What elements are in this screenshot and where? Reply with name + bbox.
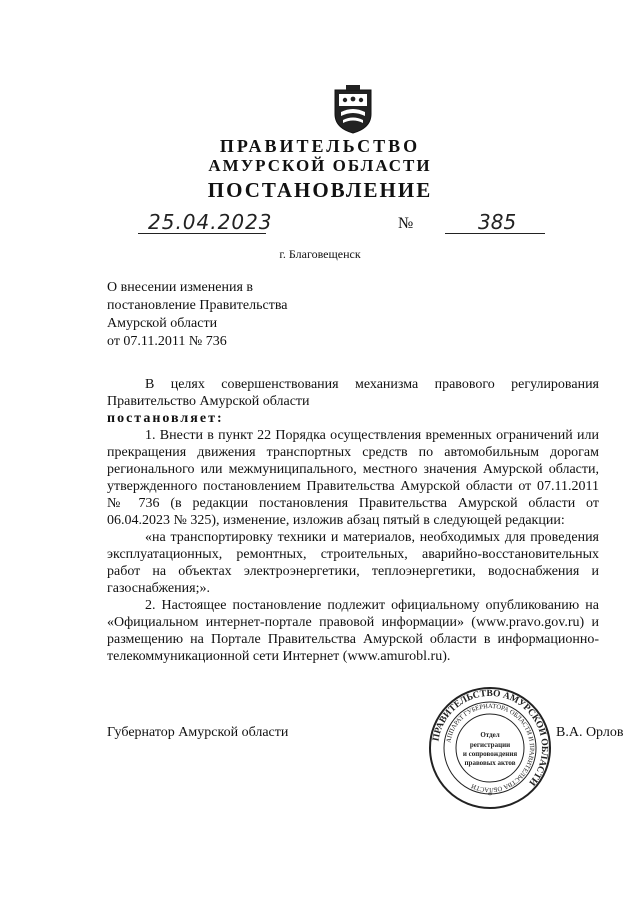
intro-paragraph: В целях совершенствования механизма правового регулирования Правительство Амурской области <box>107 377 599 409</box>
stamp-center-line: правовых актов <box>464 759 516 767</box>
stamp-outer-text: ПРАВИТЕЛЬСТВО АМУРСКОЙ ОБЛАСТИ <box>431 688 550 788</box>
stamp-star-icon: * <box>488 791 492 800</box>
document-number: 385 <box>478 210 517 234</box>
stamp-inner-text: АППАРАТ ГУБЕРНАТОРА ОБЛАСТИ И ПРАВИТЕЛЬСТВА ОБЛАСТИ <box>445 702 536 794</box>
subject-line: от 07.11.2011 № 736 <box>107 334 227 349</box>
document-body <box>107 376 599 665</box>
document-date: 25.04.2023 <box>148 210 273 234</box>
region-title: АМУРСКОЙ ОБЛАСТИ <box>208 156 432 175</box>
city: г. Благовещенск <box>279 247 361 261</box>
number-underline <box>445 233 545 234</box>
signatory-name: В.А. Орлов <box>556 725 624 740</box>
signatory-position: Губернатор Амурской области <box>107 725 289 740</box>
coat-of-arms-icon <box>331 84 375 134</box>
subject-line: постановление Правительства <box>107 298 288 313</box>
document-type: ПОСТАНОВЛЕНИЕ <box>207 178 433 202</box>
stamp-center-line: регистрации <box>469 741 511 749</box>
paragraph-2: 2. Настоящее постановление подлежит официальному опубликованию на «Официальном интернет-портале правовой информации» (www.pravo.gov.ru) и размещению на Портале Правительства Амурской области в информационно-телекоммуникационной сети Интернет (www.amurobl.ru). <box>107 598 599 664</box>
date-underline <box>138 233 266 234</box>
stamp-center-line: и сопровождения <box>462 750 518 758</box>
paragraph-1: 1. Внести в пункт 22 Порядка осуществления временных ограничений или прекращения движения транспортных средств по автомобильным дорогам регионального или межмуниципального, местного значения Амурской области, утвержденного постановлением Правительства Амурской области от 07.11.2011 № 736 (в редакции постановления Правительства Амурской области от 06.04.2023 № 325), изменение, изложив абзац пятый в следующей редакции: <box>107 428 599 528</box>
subject-line: Амурской области <box>107 316 218 331</box>
quoted-paragraph: «на транспортировку техники и материалов, необходимых для проведения эксплуатационных, ремонтных, строительных, аварийно-восстановительных работ на объектах электроэнергетики, теплоэнергетики, водоснабжения и газоснабжения;». <box>107 530 599 596</box>
subject-line: О внесении изменения в <box>107 280 253 295</box>
government-title: ПРАВИТЕЛЬСТВО <box>219 136 421 156</box>
stamp-center-line: Отдел <box>480 731 500 739</box>
subject-block <box>107 279 287 351</box>
number-sign: № <box>398 215 414 232</box>
official-stamp <box>428 686 552 810</box>
resolves-word: постановляет: <box>107 411 224 426</box>
